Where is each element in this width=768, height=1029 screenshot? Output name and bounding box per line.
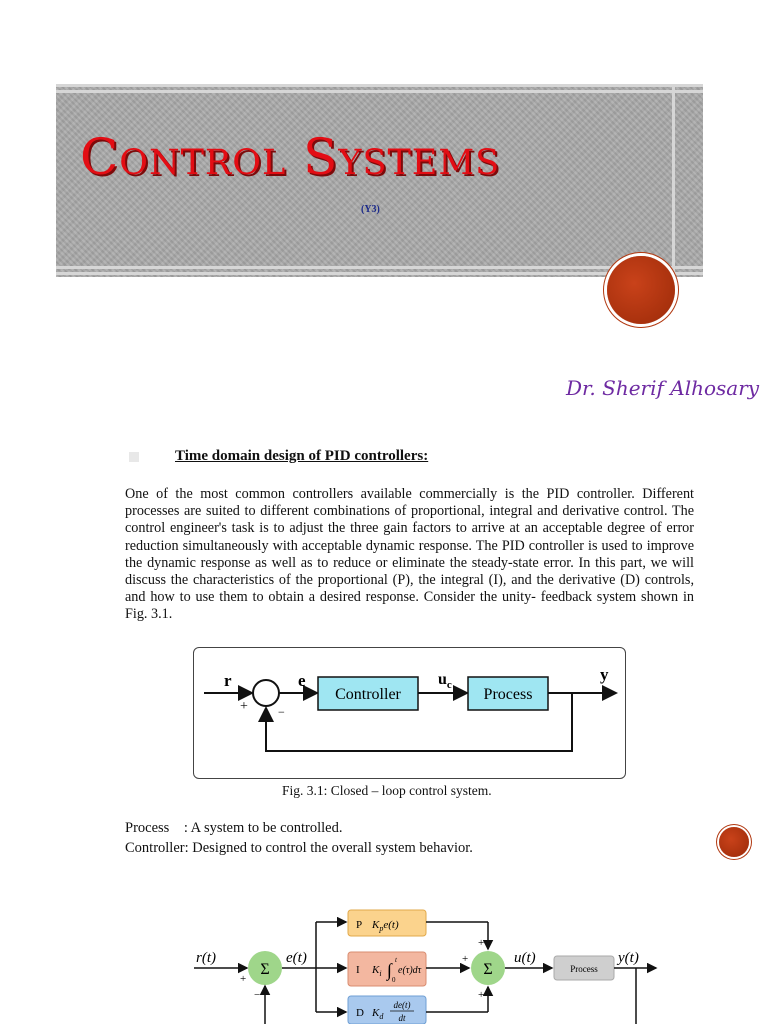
pid-u-label: u(t) [514,950,536,966]
integral-lower-limit: 0 [392,976,396,984]
definition-separator: : [184,840,193,856]
p-expression [371,919,399,933]
i-gain-symbol: K [372,964,380,976]
section-heading: Time domain design of PID controllers: [175,448,429,464]
banner-border-line [56,84,703,87]
section-paragraph: One of the most common controllers available commercially is the PID controller. Different processes are suited to different combinations of proportional, integral and derivative control. The control engineer's task is to adjust the three gain factors to arrive at an acceptable degree of error reduction simultaneously with acceptable dynamic response. The PID controller is used to improve the dynamic response as well as to reduce or eliminate the steady-state error. In this part, we will discuss the characteristics of the proportional (P), the integral (I), and the derivative (D) controls, and how to use them to obtain a desired response. Consider the unity- feedback system shown in Fig. 3.1. [125,486,694,623]
i-subscript: i [379,969,382,978]
d-denominator: dt [398,1013,406,1023]
signal-r-label: r [224,671,232,690]
pid-y-label: y(t) [618,950,639,966]
definition-row [125,838,473,858]
pid-minus-sign: − [254,989,261,1001]
slide-title: Control Systems [80,128,501,186]
i-letter: I [356,964,360,976]
definition-text: A system to be controlled. [190,820,343,836]
controller-label: Controller [335,686,401,703]
pid-r-label: r(t) [196,950,216,966]
figure-caption: Fig. 3.1: Closed – loop control system. [282,783,492,798]
d-letter: D [356,1007,364,1019]
d-numerator: de(t) [393,1000,411,1010]
closed-loop-diagram [193,647,626,779]
p-subscript: p [379,924,384,933]
signal-uc-label-sub: c [446,679,452,691]
definition-text: Designed to control the overall system behavior. [192,840,473,856]
process-label: Process [483,686,533,703]
pid-process-label: Process [570,964,598,974]
summing-junction [253,680,279,706]
integral-sign: ∫ [387,960,392,980]
definition-term: Controller [125,840,185,856]
slide-subtitle: (Y3) [361,204,380,215]
d-subscript: d [379,1012,384,1021]
pid-diagram [190,900,660,1024]
decorative-circle [719,827,749,857]
p-gain: K [372,919,380,931]
pid-plus-p: + [478,937,485,949]
p-term: e(t) [383,919,399,931]
integral-upper-limit: t [395,956,397,964]
d-gain: K [372,1007,380,1019]
plus-sign: + [240,699,248,714]
bullet-marker [129,452,139,462]
signal-uc-label [438,671,452,691]
i-term: e(τ)dτ [398,965,422,976]
decorative-circle [607,256,675,324]
definitions-list [125,818,473,858]
banner-border-line [56,90,703,93]
pid-plus-d: + [478,989,485,1001]
pid-e-label: e(t) [286,950,307,966]
banner-border-line [56,272,703,275]
definition-separator: : [169,820,191,836]
pid-sum-right-symbol: Σ [483,961,493,978]
signal-uc-label-main: u [438,671,447,688]
p-letter: P [356,919,363,931]
minus-sign: − [278,705,285,719]
pid-plus-sign: + [240,973,247,985]
signal-e-label: e [298,671,306,690]
pid-plus-i: + [462,953,469,965]
pid-sum-left-symbol: Σ [260,961,270,978]
author-name: Dr. Sherif Alhosary [566,376,760,400]
definition-row [125,818,473,838]
banner-border-line [56,266,703,269]
definition-term: Process [125,820,170,836]
signal-y-label: y [600,665,609,684]
